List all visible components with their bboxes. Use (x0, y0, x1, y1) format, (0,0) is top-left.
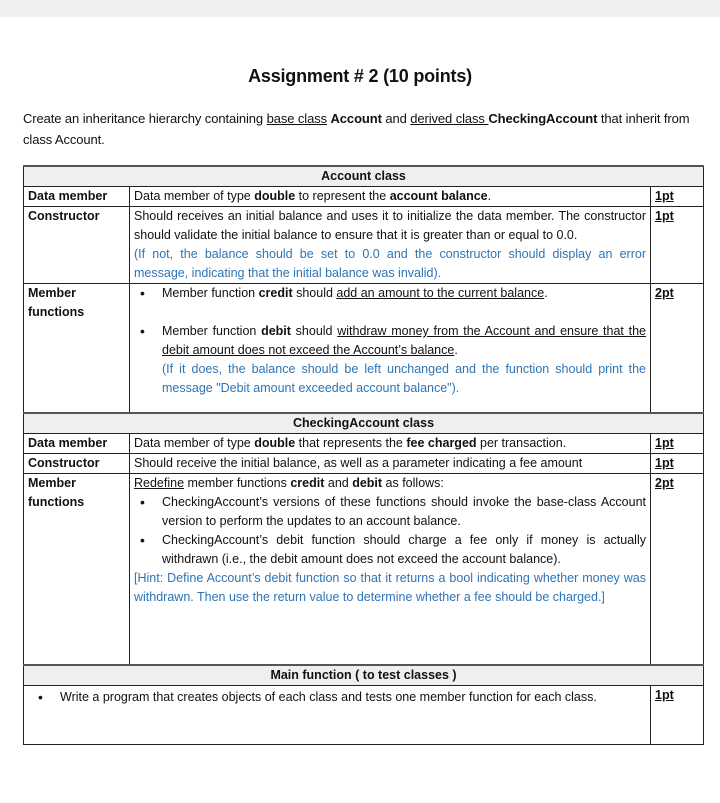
text: . (454, 343, 458, 357)
text: credit (290, 476, 325, 490)
note-text: (If it does, the balance should be left unchanged and the function should print the message "Debit amount exceeded account balance"). (162, 362, 646, 395)
text: and (324, 476, 353, 490)
table-row (24, 207, 704, 284)
text: add an amount to the current balance (336, 286, 545, 300)
text: debit (261, 324, 291, 338)
text: double (254, 189, 296, 203)
hint-text: [Hint: Define Account’s debit function so that it returns a bool indicating whether money was withdrawn. Then use the return value to determine whether a fee should be charged.] (134, 571, 646, 604)
table-row (24, 187, 704, 207)
row-label: Data member (24, 187, 130, 207)
account-class-header: Account class (24, 166, 704, 187)
row-description (130, 207, 651, 284)
text: fee charged (406, 436, 477, 450)
table-row (24, 474, 704, 666)
base-class-name: Account (330, 111, 382, 126)
note-text: (If not, the balance should be set to 0.0 and the constructor should display an error message, indicating that the initial balance was invalid). (134, 247, 646, 280)
text: Data member of type (134, 436, 255, 450)
text: Redefine (134, 476, 185, 490)
row-label: Member functions (24, 284, 130, 414)
list-item: • Write a program that creates objects of each class and tests one member function for each class. (60, 688, 646, 707)
derived-class-name: CheckingAccount (488, 111, 598, 126)
points-value: 1pt (651, 207, 704, 284)
row-label: Constructor (24, 454, 130, 474)
intro-paragraph (23, 108, 693, 150)
row-description (130, 434, 651, 454)
intro-text: and (381, 111, 411, 126)
table-row (24, 454, 704, 474)
list-item: • CheckingAccount’s versions of these functions should invoke the base-class Account version to perform the updates to an account balance. (162, 493, 646, 531)
points-value: 1pt (651, 454, 704, 474)
text: member functions (184, 476, 291, 490)
main-function-header: Main function ( to test classes ) (24, 665, 704, 686)
top-band (0, 0, 720, 17)
redefine-intro (134, 474, 646, 493)
text: Member function (162, 286, 259, 300)
row-description: Should receive the initial balance, as well as a parameter indicating a fee amount (130, 454, 651, 474)
section-header-row (24, 166, 704, 187)
base-class-label: base class (266, 111, 327, 126)
table-row (24, 686, 704, 745)
main-list (28, 688, 646, 707)
text: Data member of type (134, 189, 255, 203)
text: should (290, 324, 338, 338)
row-description (130, 474, 651, 666)
list-item (162, 284, 646, 303)
intro-text: Create an inheritance hierarchy containing (23, 111, 267, 126)
section-header-row (24, 665, 704, 686)
text: credit (258, 286, 293, 300)
row-description (130, 187, 651, 207)
text: as follows: (382, 476, 444, 490)
list-item: • CheckingAccount’s debit function should charge a fee only if money is actually withdrawn (i.e., the debit amount does not exceed the account balance). (162, 531, 646, 569)
text: withdraw money from the Account and ensure that the debit amount does not exceed the Account’s balance (162, 324, 646, 357)
text: to represent the (295, 189, 390, 203)
function-list (134, 284, 646, 398)
row-description (130, 284, 651, 414)
text: Should receives an initial balance and uses it to initialize the data member. The constructor should validate the initial balance to ensure that it is greater than or equal to 0.0. (134, 209, 646, 242)
points-value: 2pt (651, 474, 704, 666)
derived-class-label: derived class (410, 111, 489, 126)
text: . (487, 189, 492, 203)
points-value: 1pt (651, 686, 704, 745)
points-value: 2pt (651, 284, 704, 414)
page-title: Assignment # 2 (10 points) (248, 66, 472, 86)
row-label: Data member (24, 434, 130, 454)
function-list (134, 493, 646, 569)
text: double (254, 436, 296, 450)
table-row (24, 284, 704, 414)
text: debit (352, 476, 383, 490)
text: should (292, 286, 337, 300)
intro-text: that inherit from class Account. (23, 111, 690, 147)
text: Member function (162, 324, 262, 338)
text: that represents the (295, 436, 407, 450)
table-row (24, 434, 704, 454)
points-value: 1pt (651, 434, 704, 454)
checking-account-class-header: CheckingAccount class (24, 413, 704, 434)
text: . (544, 286, 548, 300)
text: account balance (389, 189, 488, 203)
text: per transaction. (476, 436, 567, 450)
requirements-table (23, 165, 704, 745)
row-label: Constructor (24, 207, 130, 284)
section-header-row (24, 413, 704, 434)
list-item (162, 322, 646, 398)
row-label: Member functions (24, 474, 130, 666)
row-description (24, 686, 651, 745)
points-value: 1pt (651, 187, 704, 207)
